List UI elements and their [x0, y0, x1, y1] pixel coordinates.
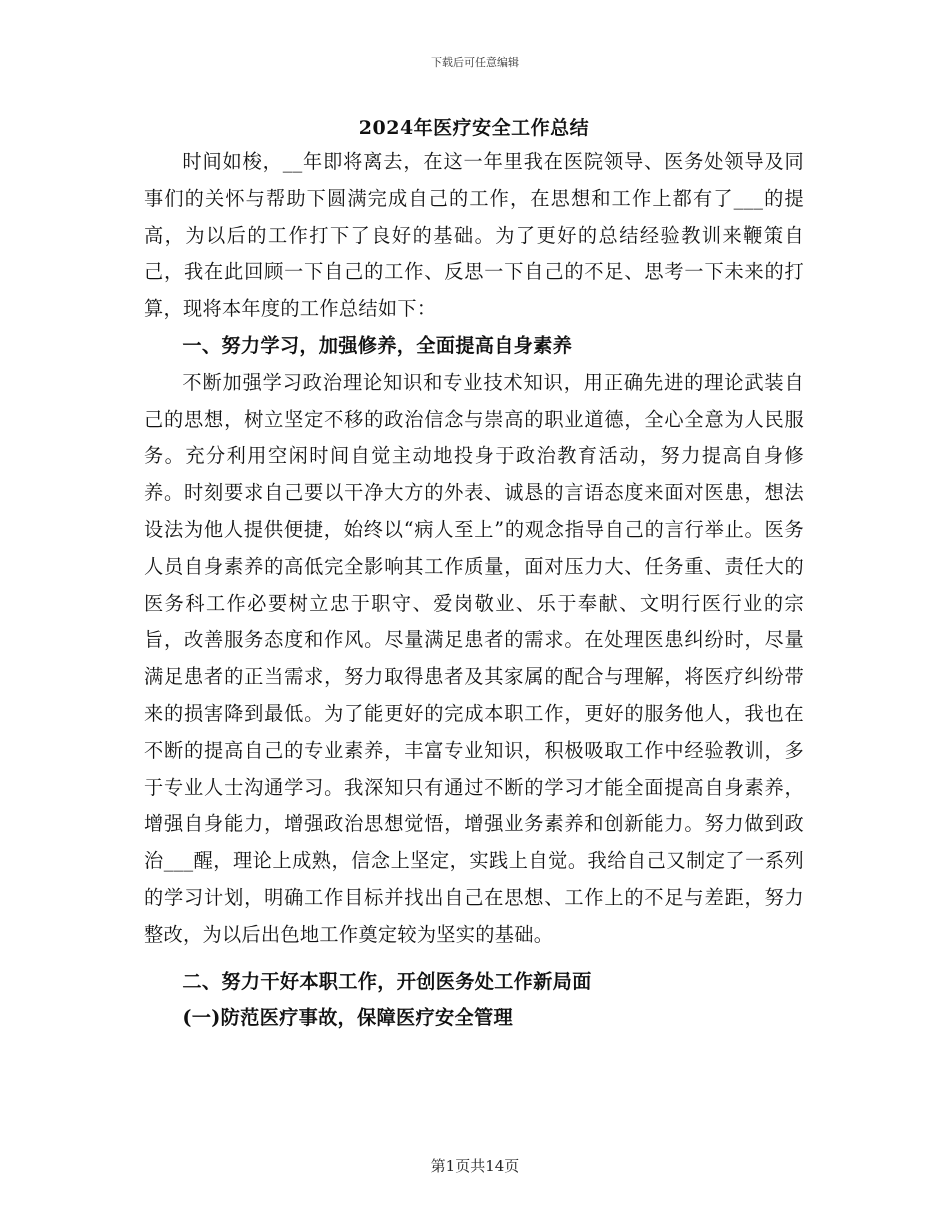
section-spacer	[144, 954, 804, 964]
section-heading-1: 一、努力学习，加强修养，全面提高自身素养	[182, 333, 573, 357]
intro-paragraph: 时间如梭，__年即将离去，在这一年里我在医院领导、医务处领导及同事们的关怀与帮助下圆满完成自己的工作，在思想和工作上都有了___的提高，为以后的工作打下了良好的基础。为了更好的总结经验教训来鞭策自己，我在此回顾一下自己的工作、反思一下自己的不足、思考一下未来的打算，现将本年度的工作总结如下：	[144, 150, 804, 321]
subsection-heading-1: (一)防范医疗事故，保障医疗安全管理	[182, 1006, 513, 1030]
document-title: 2024年医疗安全工作总结	[358, 117, 590, 139]
section-heading-2: 二、努力干好本职工作，开创医务处工作新局面	[182, 969, 592, 993]
document-body	[144, 112, 804, 1037]
section-1-paragraph: 不断加强学习政治理论知识和专业技术知识，用正确先进的理论武装自己的思想，树立坚定不移的政治信念与崇高的职业道德，全心全意为人民服务。充分利用空闲时间自觉主动地投身于政治教育活动，努力提高自身修养。时刻要求自己要以干净大方的外表、诚恳的言语态度来面对医患，想法设法为他人提供便捷，始终以“病人至上”的观念指导自己的言行举止。医务人员自身素养的高低完全影响其工作质量，面对压力大、任务重、责任大的医务科工作必要树立忠于职守、爱岗敬业、乐于奉献、文明行医行业的宗旨，改善服务态度和作风。尽量满足患者的需求。在处理医患纠纷时，尽量满足患者的正当需求，努力取得患者及其家属的配合与理解，将医疗纠纷带来的损害降到最低。为了能更好的完成本职工作，更好的服务他人，我也在不断的提高自己的专业素养，丰富专业知识，积极吸取工作中经验教训，多于专业人士沟通学习。我深知只有通过不断的学习才能全面提高自身素养，增强自身能力，增强政治思想觉悟，增强业务素养和创新能力。努力做到政治___醒，理论上成熟，信念上坚定，实践上自觉。我给自己又制定了一系列的学习计划，明确工作目标并找出自己在思想、工作上的不足与差距，努力整改，为以后出色地工作奠定较为坚实的基础。	[144, 370, 804, 946]
page-number: 第1页共14页	[430, 1157, 520, 1175]
header-note: 下载后可任意编辑	[431, 56, 519, 69]
